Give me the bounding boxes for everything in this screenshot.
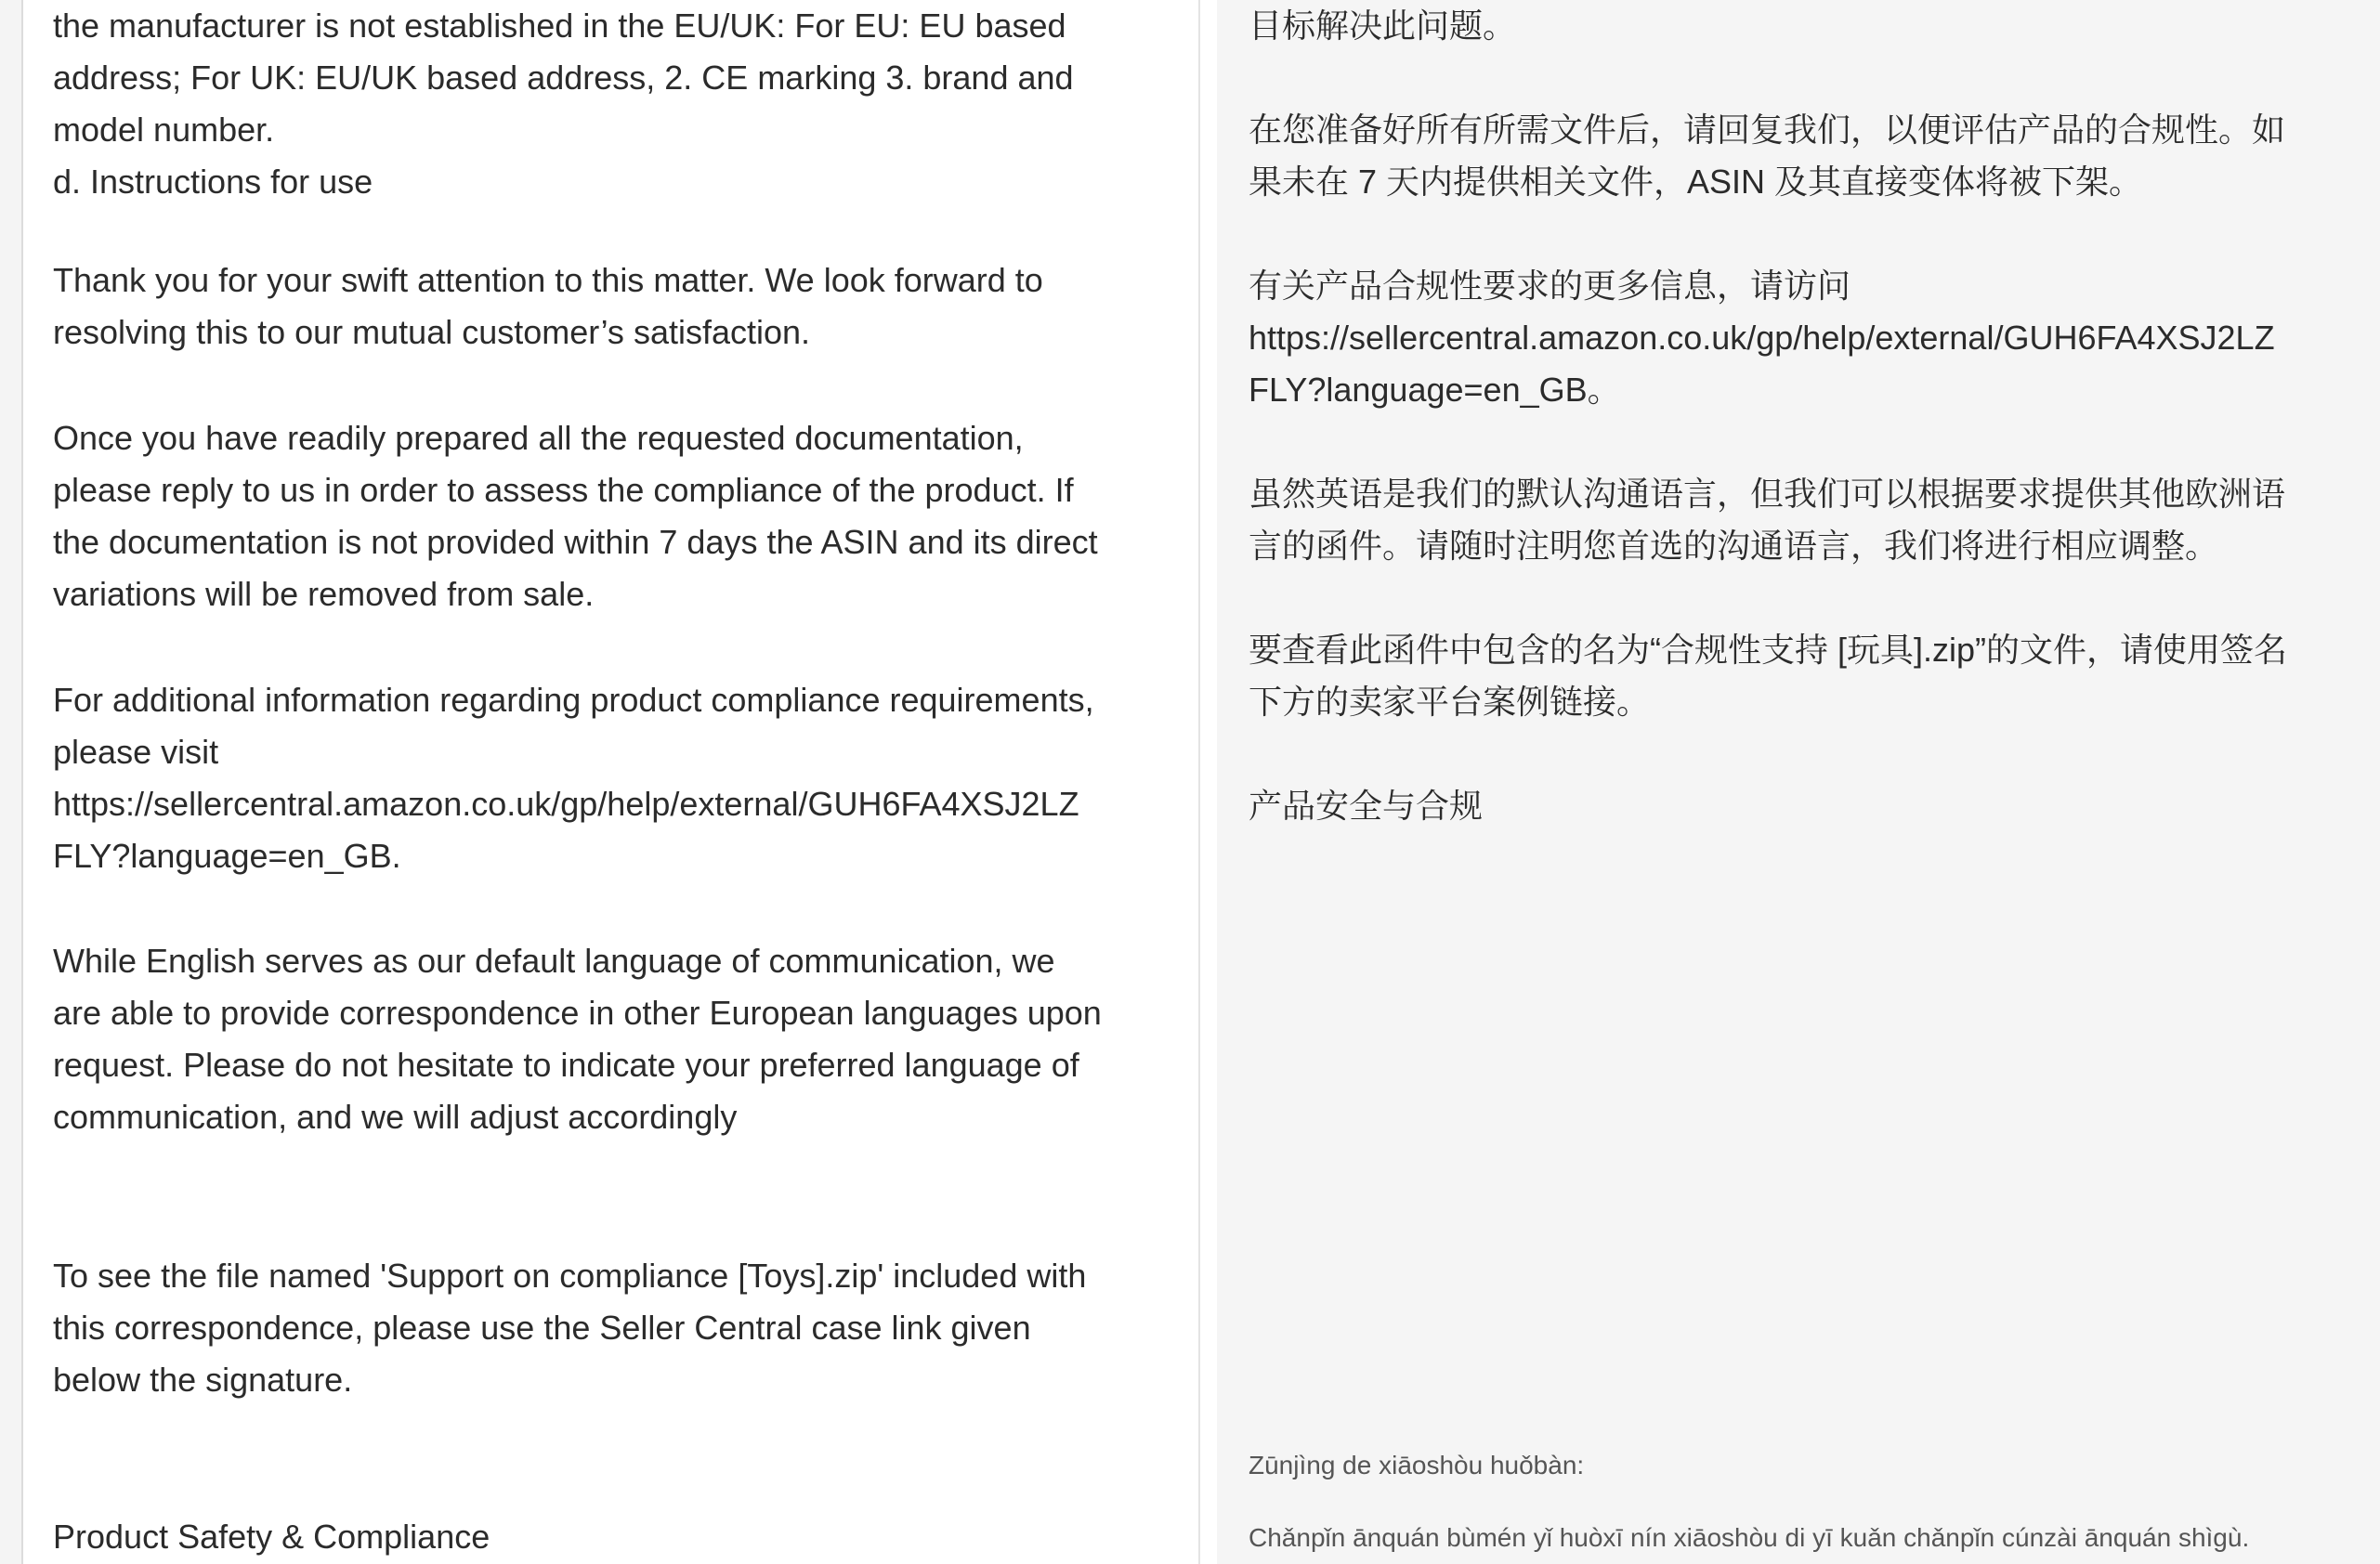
source-paragraph-language: While English serves as our default language of communication, we are able to provide correspondence in other European languages upon request. Please do not hesitate to indicate your preferred language of communication, and we will adjust accordingly: [53, 942, 1102, 1136]
target-paragraph-resolve: 目标解决此问题。: [1249, 7, 1517, 45]
source-paragraph-documentation: Once you have readily prepared all the requested documentation, please reply to us in order to assess the compliance of the product. If the documentation is not provided within 7 days the ASIN and its direct variations will be removed from sale.: [53, 419, 1098, 613]
target-paragraph-language: 虽然英语是我们的默认沟通语言，但我们可以根据要求提供其他欧洲语 言的函件。请随时注明您首选的沟通语言，我们将进行相应调整。: [1249, 475, 2286, 565]
source-paragraph-attachment: To see the file named 'Support on compliance [Toys].zip' included with this correspondence, please use the Seller Central case link given below the signature.: [53, 1257, 1087, 1399]
source-text-panel[interactable]: [23, 0, 1198, 1564]
source-paragraph-manufacturer: the manufacturer is not established in the EU/UK: For EU: EU based address; For UK: EU/UK based address, 2. CE marking 3. brand and model number. d. Instructions for use: [53, 7, 1074, 201]
target-paragraph-documentation: 在您准备好所有所需文件后，请回复我们，以便评估产品的合规性。如 果未在 7 天内提供相关文件，ASIN 及其直接变体将被下架。: [1249, 111, 2286, 201]
target-paragraph-additional-info: 有关产品合规性要求的更多信息，请访问 https://sellercentral.amazon.co.uk/gp/help/external/GUH6FA4XSJ2LZ FLY?language=en_GB。: [1249, 267, 2275, 409]
target-signature: 产品安全与合规: [1249, 787, 1484, 825]
source-paragraph-additional-info: For additional information regarding product compliance requirements, please visit https://sellercentral.amazon.co.uk/gp/help/external/GUH6FA4XSJ2LZ FLY?language=en_GB.: [53, 681, 1094, 875]
translation-panel[interactable]: [1217, 0, 2380, 1564]
pinyin-greeting: Zūnjìng de xiāoshòu huǒbàn:: [1249, 1451, 1585, 1479]
source-paragraph-thank-you: Thank you for your swift attention to this matter. We look forward to resolving this to our mutual customer’s satisfaction.: [53, 261, 1043, 351]
pinyin-body: Chǎnpǐn ānquán bùmén yǐ huòxī nín xiāoshòu di yī kuǎn chǎnpǐn cúnzài ānquán shìgù.: [1249, 1523, 2250, 1552]
target-paragraph-attachment: 要查看此函件中包含的名为“合规性支持 [玩具].zip”的文件，请使用签名 下方的卖家平台案例链接。: [1249, 631, 2288, 721]
panel-gutter: [1200, 0, 1217, 1564]
left-edge-strip: [0, 0, 23, 1564]
source-signature: Product Safety & Compliance: [53, 1518, 490, 1556]
